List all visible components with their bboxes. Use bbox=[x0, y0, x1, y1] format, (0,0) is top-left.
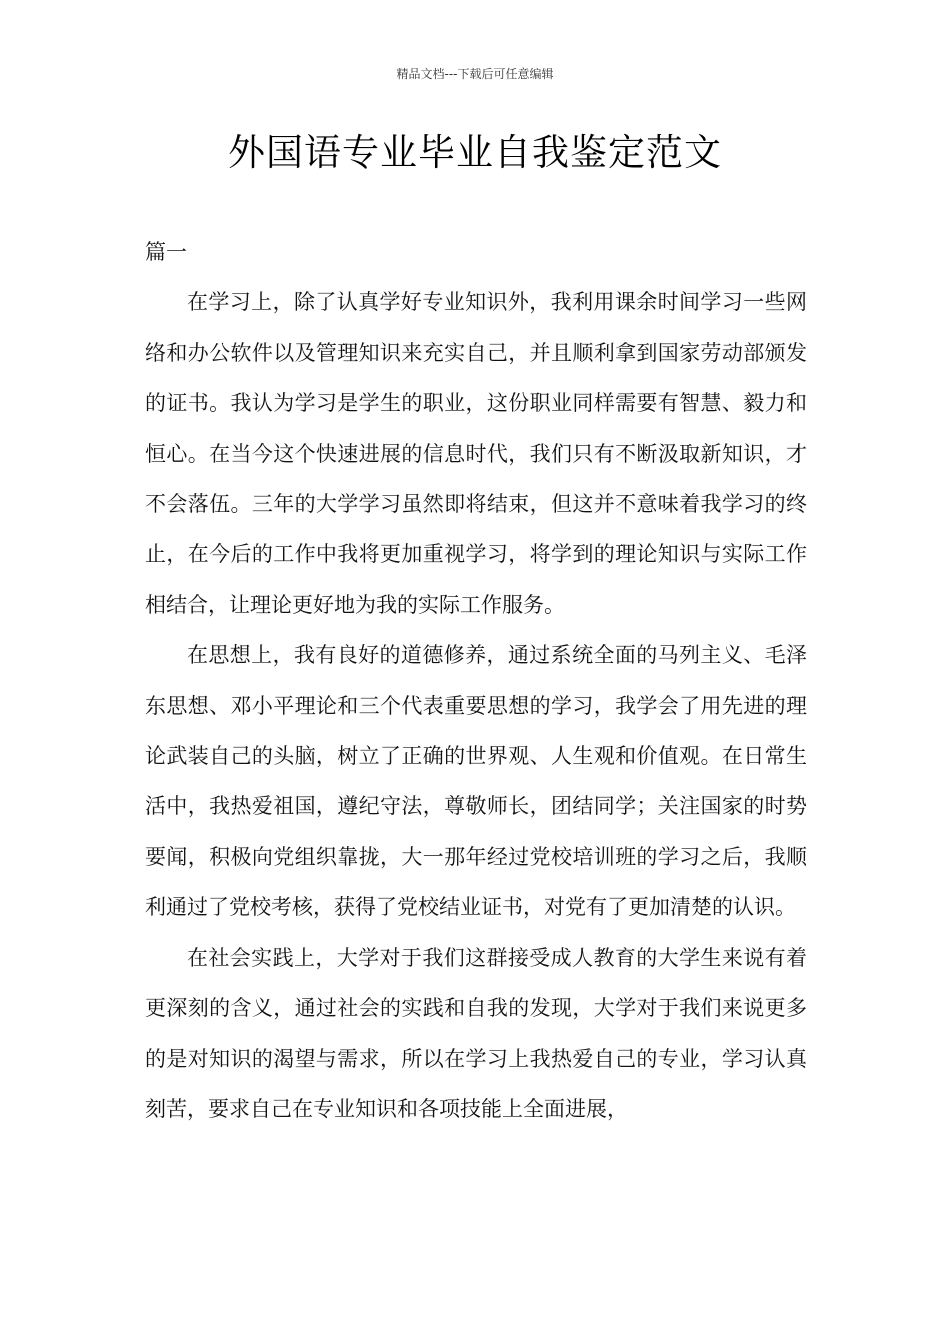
paragraph-thought: 在思想上，我有良好的道德修养，通过系统全面的马列主义、毛泽东思想、邓小平理论和三个代表重要思想的学习，我学会了用先进的理论武装自己的头脑，树立了正确的世界观、人生观和价值观。在日常生活中，我热爱祖国，遵纪守法，尊敬师长，团结同学；关注国家的时势要闻，积极向党组织靠拢，大一那年经过党校培训班的学习之后，我顺利通过了党校考核，获得了党校结业证书，对党有了更加清楚的认识。 bbox=[145, 643, 807, 920]
paragraph-study: 在学习上，除了认真学好专业知识外，我利用课余时间学习一些网络和办公软件以及管理知识来充实自己，并且顺利拿到国家劳动部颁发的证书。我认为学习是学生的职业，这份职业同样需要有智慧、毅力和恒心。在当今这个快速进展的信息时代，我们只有不断汲取新知识，才不会落伍。三年的大学学习虽然即将结束，但这并不意味着我学习的终止，在今后的工作中我将更加重视学习，将学到的理论知识与实际工作相结合，让理论更好地为我的实际工作服务。 bbox=[145, 290, 807, 617]
document-body bbox=[145, 227, 807, 1134]
header-note: 精品文档---下载后可任意编辑 bbox=[396, 67, 554, 81]
section-label: 篇一 bbox=[145, 240, 187, 264]
paragraph-practice: 在社会实践上，大学对于我们这群接受成人教育的大学生来说有着更深刻的含义，通过社会的实践和自我的发现，大学对于我们来说更多的是对知识的渴望与需求，所以在学习上我热爱自己的专业，学习认真刻苦，要求自己在专业知识和各项技能上全面进展， bbox=[145, 945, 807, 1121]
document-title: 外国语专业毕业自我鉴定范文 bbox=[228, 131, 722, 174]
